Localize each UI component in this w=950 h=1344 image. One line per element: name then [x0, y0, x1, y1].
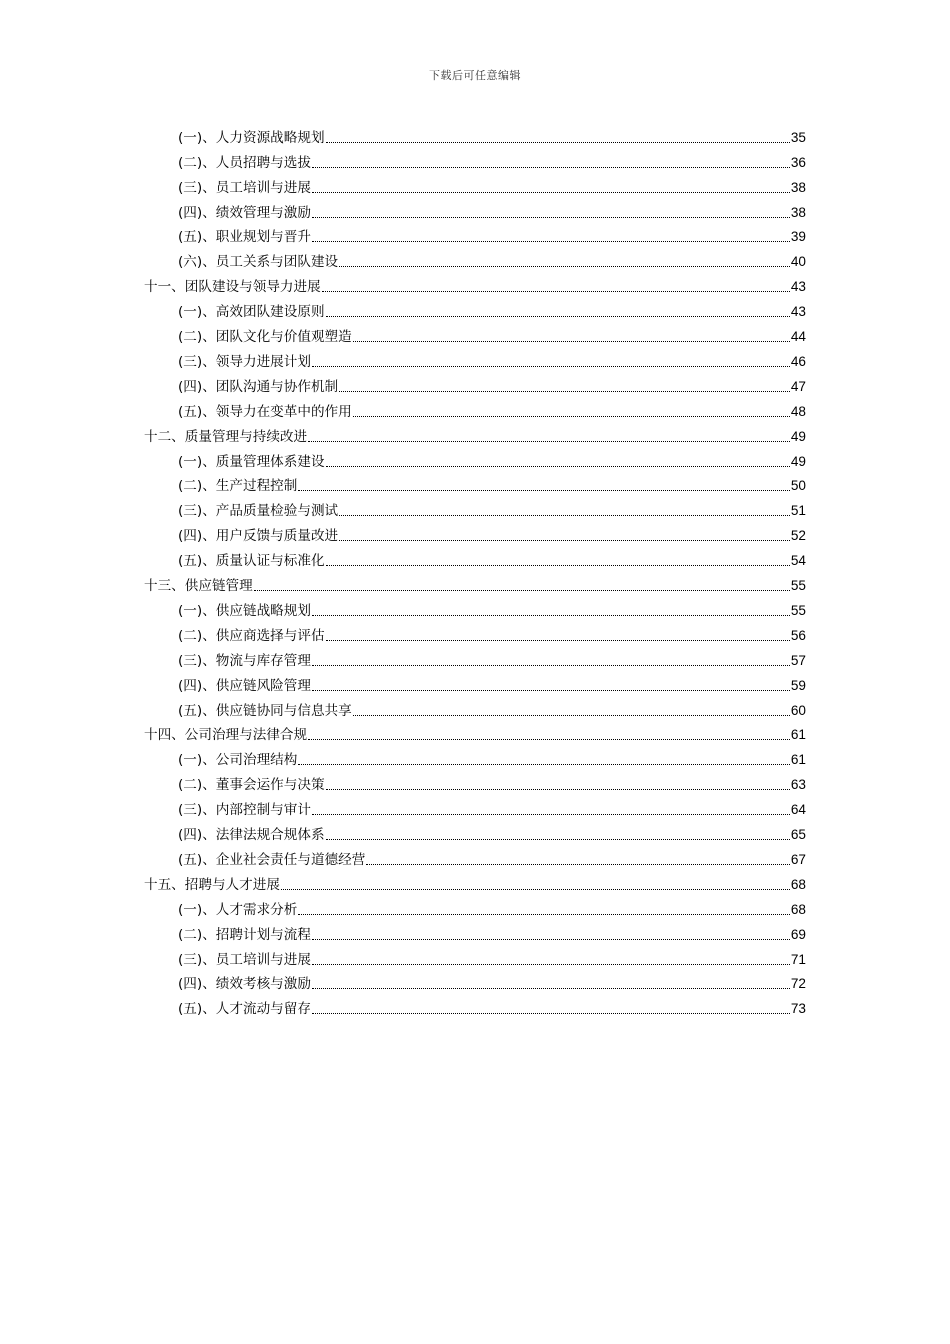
toc-section-entry[interactable]: [178, 348, 806, 373]
toc-section-entry[interactable]: [178, 473, 806, 498]
toc-entry-title: (三)、领导力进展计划: [178, 353, 311, 370]
toc-page-number: 60: [790, 702, 806, 718]
toc-entry-title: (二)、招聘计划与流程: [178, 926, 311, 943]
toc-dot-leader: [312, 167, 790, 168]
toc-page-number: 65: [790, 827, 806, 843]
toc-page-number: 36: [790, 154, 806, 170]
toc-section-entry[interactable]: [178, 946, 806, 971]
toc-entry-title: (三)、员工培训与进展: [178, 951, 311, 968]
toc-page-number: 49: [790, 453, 806, 469]
toc-dot-leader: [326, 466, 790, 467]
toc-entry-title: (二)、生产过程控制: [178, 478, 298, 495]
toc-page-number: 72: [790, 976, 806, 992]
toc-page-number: 56: [790, 627, 806, 643]
toc-chapter-entry[interactable]: [144, 273, 806, 298]
toc-dot-leader: [281, 889, 790, 890]
toc-page-number: 55: [790, 602, 806, 618]
toc-section-entry[interactable]: [178, 547, 806, 572]
toc-dot-leader: [326, 316, 790, 317]
toc-section-entry[interactable]: [178, 622, 806, 647]
toc-page-number: 63: [790, 777, 806, 793]
toc-entry-title: (三)、内部控制与审计: [178, 802, 311, 819]
toc-dot-leader: [312, 615, 790, 616]
toc-section-entry[interactable]: [178, 896, 806, 921]
toc-dot-leader: [366, 864, 790, 865]
toc-page-number: 52: [790, 528, 806, 544]
toc-entry-title: (四)、法律法规合规体系: [178, 827, 325, 844]
page-header: 下载后可任意编辑: [429, 69, 521, 82]
toc-page-number: 61: [790, 752, 806, 768]
toc-page-number: 43: [790, 304, 806, 320]
toc-dot-leader: [312, 665, 790, 666]
toc-page-number: 48: [790, 403, 806, 419]
toc-section-entry[interactable]: [178, 821, 806, 846]
toc-page-number: 68: [790, 876, 806, 892]
toc-page-number: 55: [790, 578, 806, 594]
toc-dot-leader: [353, 341, 790, 342]
toc-page-number: 57: [790, 652, 806, 668]
toc-section-entry[interactable]: [178, 323, 806, 348]
toc-section-entry[interactable]: [178, 298, 806, 323]
toc-page-number: 49: [790, 428, 806, 444]
toc-entry-title: (五)、人才流动与留存: [178, 1001, 311, 1018]
toc-section-entry[interactable]: [178, 971, 806, 996]
toc-dot-leader: [312, 964, 790, 965]
toc-entry-title: (二)、董事会运作与决策: [178, 777, 325, 794]
toc-entry-title: (四)、团队沟通与协作机制: [178, 378, 339, 395]
toc-page-number: 40: [790, 254, 806, 270]
toc-entry-title: (三)、产品质量检验与测试: [178, 503, 339, 520]
toc-section-entry[interactable]: [178, 921, 806, 946]
toc-entry-title: (五)、领导力在变革中的作用: [178, 403, 352, 420]
toc-page-number: 69: [790, 926, 806, 942]
toc-page-number: 67: [790, 851, 806, 867]
toc-dot-leader: [312, 192, 790, 193]
toc-dot-leader: [312, 241, 790, 242]
toc-page-number: 54: [790, 553, 806, 569]
toc-entry-title: 十一、团队建设与领导力进展: [144, 279, 321, 296]
toc-entry-title: (二)、供应商选择与评估: [178, 627, 325, 644]
toc-dot-leader: [298, 914, 790, 915]
toc-page-number: 47: [790, 378, 806, 394]
toc-dot-leader: [312, 1013, 790, 1014]
toc-chapter-entry[interactable]: [144, 722, 806, 747]
toc-section-entry[interactable]: [178, 398, 806, 423]
toc-dot-leader: [353, 715, 790, 716]
toc-dot-leader: [254, 590, 790, 591]
toc-page-number: 73: [790, 1001, 806, 1017]
toc-entry-title: (六)、员工关系与团队建设: [178, 254, 339, 271]
toc-section-entry[interactable]: [178, 224, 806, 249]
toc-dot-leader: [312, 988, 790, 989]
toc-dot-leader: [312, 814, 790, 815]
toc-page-number: 44: [790, 329, 806, 345]
toc-page-number: 64: [790, 802, 806, 818]
toc-section-entry[interactable]: [178, 597, 806, 622]
toc-dot-leader: [312, 217, 790, 218]
toc-dot-leader: [326, 142, 790, 143]
toc-dot-leader: [312, 366, 790, 367]
toc-dot-leader: [298, 490, 790, 491]
toc-dot-leader: [326, 789, 790, 790]
toc-entry-title: (五)、供应链协同与信息共享: [178, 702, 352, 719]
toc-page-number: 50: [790, 478, 806, 494]
toc-dot-leader: [353, 416, 790, 417]
toc-page-number: 51: [790, 503, 806, 519]
toc-section-entry[interactable]: [178, 498, 806, 523]
toc-entry-title: 十五、招聘与人才进展: [144, 876, 280, 893]
toc-page-number: 68: [790, 901, 806, 917]
toc-entry-title: (五)、企业社会责任与道德经营: [178, 851, 366, 868]
toc-entry-title: (四)、供应链风险管理: [178, 677, 311, 694]
toc-entry-title: (三)、员工培训与进展: [178, 179, 311, 196]
toc-chapter-entry[interactable]: [144, 423, 806, 448]
toc-section-entry[interactable]: [178, 647, 806, 672]
toc-section-entry[interactable]: [178, 522, 806, 547]
toc-section-entry[interactable]: [178, 373, 806, 398]
toc-entry-title: 十四、公司治理与法律合规: [144, 727, 308, 744]
toc-entry-title: (一)、供应链战略规划: [178, 602, 311, 619]
toc-section-entry[interactable]: [178, 672, 806, 697]
toc-dot-leader: [308, 441, 790, 442]
toc-dot-leader: [339, 391, 790, 392]
toc-page-number: 59: [790, 677, 806, 693]
toc-entry-title: (一)、人才需求分析: [178, 901, 298, 918]
toc-page-number: 43: [790, 279, 806, 295]
toc-section-entry[interactable]: [178, 846, 806, 871]
toc-entry-title: (四)、用户反馈与质量改进: [178, 528, 339, 545]
toc-entry-title: (五)、职业规划与晋升: [178, 229, 311, 246]
toc-section-entry[interactable]: [178, 771, 806, 796]
toc-dot-leader: [326, 565, 790, 566]
toc-entry-title: 十三、供应链管理: [144, 578, 253, 595]
toc-dot-leader: [339, 266, 790, 267]
toc-dot-leader: [339, 515, 790, 516]
toc-section-entry[interactable]: [178, 249, 806, 274]
toc-page-number: 71: [790, 951, 806, 967]
toc-section-entry[interactable]: [178, 199, 806, 224]
toc-entry-title: (三)、物流与库存管理: [178, 652, 311, 669]
toc-page-number: 61: [790, 727, 806, 743]
toc-section-entry[interactable]: [178, 697, 806, 722]
toc-dot-leader: [312, 939, 790, 940]
toc-entry-title: (一)、高效团队建设原则: [178, 304, 325, 321]
toc-dot-leader: [298, 764, 790, 765]
toc-chapter-entry[interactable]: [144, 572, 806, 597]
toc-dot-leader: [326, 839, 790, 840]
toc-entry-title: (一)、质量管理体系建设: [178, 453, 325, 470]
toc-section-entry[interactable]: [178, 174, 806, 199]
toc-page-number: 35: [790, 129, 806, 145]
toc-entry-title: (一)、公司治理结构: [178, 752, 298, 769]
toc-page-number: 38: [790, 179, 806, 195]
toc-section-entry[interactable]: [178, 149, 806, 174]
toc-entry-title: (四)、绩效管理与激励: [178, 204, 311, 221]
toc-page-number: 38: [790, 204, 806, 220]
toc-entry-title: (四)、绩效考核与激励: [178, 976, 311, 993]
toc-dot-leader: [322, 291, 790, 292]
toc-chapter-entry[interactable]: [144, 871, 806, 896]
toc-dot-leader: [326, 640, 790, 641]
toc-entry-title: (五)、质量认证与标准化: [178, 553, 325, 570]
toc-page-number: 39: [790, 229, 806, 245]
toc-section-entry[interactable]: [178, 124, 806, 149]
toc-entry-title: (二)、团队文化与价值观塑造: [178, 329, 352, 346]
toc-section-entry[interactable]: [178, 448, 806, 473]
toc-section-entry[interactable]: [178, 747, 806, 772]
toc-entry-title: 十二、质量管理与持续改进: [144, 428, 308, 445]
toc-entry-title: (二)、人员招聘与选拔: [178, 154, 311, 171]
toc-dot-leader: [339, 540, 790, 541]
toc-dot-leader: [308, 739, 790, 740]
toc-entry-title: (一)、人力资源战略规划: [178, 129, 325, 146]
toc-dot-leader: [312, 690, 790, 691]
toc-section-entry[interactable]: [178, 796, 806, 821]
toc-section-entry[interactable]: [178, 996, 806, 1021]
toc-page-number: 46: [790, 353, 806, 369]
